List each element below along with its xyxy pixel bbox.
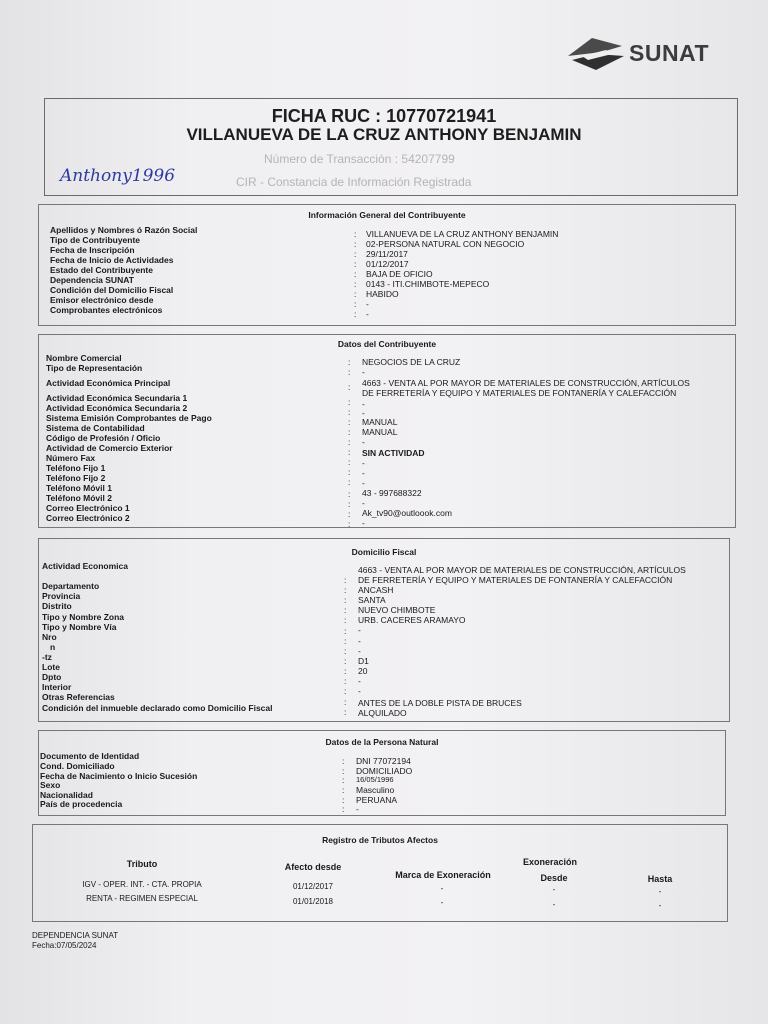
row-value: 16/05/1996 bbox=[356, 775, 394, 784]
section-title: Datos del Contribuyente bbox=[337, 339, 437, 349]
colon: : bbox=[344, 707, 347, 717]
colon: : bbox=[344, 585, 347, 595]
row-label: Lote bbox=[42, 662, 60, 672]
row-label: Nro bbox=[42, 632, 57, 642]
nro-value: - bbox=[358, 636, 361, 646]
row-label: Código de Profesión / Oficio bbox=[46, 433, 161, 443]
logo-text: SUNAT bbox=[629, 40, 710, 66]
correo-1-value: Ak_tv90@outloook.com bbox=[362, 508, 452, 518]
row-label: Otras Referencias bbox=[42, 692, 115, 702]
colon: : bbox=[342, 766, 345, 776]
colon: : bbox=[348, 457, 351, 467]
row-label: -tz bbox=[42, 652, 52, 662]
mz-value: D1 bbox=[358, 656, 369, 666]
actividad-line2: DE FERRETERÍA Y EQUIPO Y MATERIALES DE FONTANERÍA Y CALEFACCIÓN bbox=[358, 575, 673, 585]
row-value: HABIDO bbox=[366, 289, 399, 299]
nombre-comercial-value: NEGOCIOS DE LA CRUZ bbox=[362, 357, 461, 367]
row-label: Cond. Domiciliado bbox=[40, 761, 115, 771]
colon: : bbox=[354, 279, 357, 289]
colon: : bbox=[344, 626, 347, 636]
table-cell: - bbox=[440, 898, 444, 907]
table-cell: - bbox=[658, 887, 662, 896]
row-label: Documento de Identidad bbox=[40, 751, 140, 761]
fijo-2-value: - bbox=[362, 478, 365, 488]
row-label: Teléfono Móvil 1 bbox=[46, 483, 112, 493]
interior-value: - bbox=[358, 686, 361, 696]
section-title: Domicilio Fiscal bbox=[351, 547, 417, 557]
colon: : bbox=[354, 229, 357, 239]
col-header-marca: Marca de Exoneración bbox=[395, 870, 491, 880]
otras-referencias-value: ANTES DE LA DOBLE PISTA DE BRUCES bbox=[358, 698, 522, 708]
colon: : bbox=[354, 259, 357, 269]
zona-value: URB. CACERES ARAMAYO bbox=[358, 615, 466, 625]
colon: : bbox=[348, 447, 351, 457]
sunat-logo-icon bbox=[566, 34, 628, 74]
table-cell: - bbox=[440, 884, 444, 893]
colon: : bbox=[354, 249, 357, 259]
tipo-representacion-value: - bbox=[362, 367, 365, 377]
transaction-number: Número de Transacción : 54207799 bbox=[264, 152, 455, 166]
colon: : bbox=[342, 785, 345, 795]
footer-dependencia: DEPENDENCIA SUNAT bbox=[32, 931, 119, 940]
row-value: 0143 - ITI.CHIMBOTE-MEPECO bbox=[366, 279, 490, 289]
col-header-tributo: Tributo bbox=[126, 859, 158, 869]
section-title: Información General del Contribuyente bbox=[308, 210, 466, 220]
actividad-principal-line2: DE FERRETERÍA Y EQUIPO Y MATERIALES DE FONTANERÍA Y CALEFACCIÓN bbox=[362, 388, 677, 398]
row-label: Teléfono Fijo 1 bbox=[46, 463, 106, 473]
colon: : bbox=[344, 666, 347, 676]
row-label: Condición del inmueble declarado como Domicilio Fiscal bbox=[42, 703, 273, 713]
condicion-value: ALQUILADO bbox=[358, 708, 407, 718]
row-value: DNI 77072194 bbox=[356, 756, 411, 766]
comercio-exterior-value: SIN ACTIVIDAD bbox=[362, 448, 425, 458]
departamento-value: ANCASH bbox=[358, 585, 394, 595]
row-label: Actividad Económica Principal bbox=[46, 378, 171, 388]
colon: : bbox=[342, 756, 345, 766]
row-label: Actividad de Comercio Exterior bbox=[46, 443, 173, 453]
actividad-line1: 4663 - VENTA AL POR MAYOR DE MATERIALES DE CONSTRUCCIÓN, ARTÍCULOS bbox=[358, 565, 686, 575]
row-label: Sexo bbox=[40, 780, 61, 790]
col-header-hasta: Hasta bbox=[647, 874, 673, 884]
colon: : bbox=[344, 686, 347, 696]
row-value: DOMICILIADO bbox=[356, 766, 413, 776]
row-label: n bbox=[50, 642, 56, 652]
row-label: Dependencia SUNAT bbox=[50, 275, 134, 285]
row-label: Tipo de Representación bbox=[46, 363, 143, 373]
colon: : bbox=[348, 417, 351, 427]
colon: : bbox=[344, 605, 347, 615]
colon: : bbox=[342, 795, 345, 805]
row-value: 02-PERSONA NATURAL CON NEGOCIO bbox=[366, 239, 525, 249]
row-label: Correo Electrónico 1 bbox=[46, 503, 130, 513]
codigo-profesion-value: - bbox=[362, 437, 365, 447]
table-cell: 01/01/2018 bbox=[292, 897, 334, 906]
row-label: Número Fax bbox=[46, 453, 96, 463]
col-header-desde: Desde bbox=[540, 873, 568, 883]
row-label: Emisor electrónico desde bbox=[50, 295, 154, 305]
row-label: Fecha de Inscripción bbox=[50, 245, 135, 255]
row-label: Departamento bbox=[42, 581, 100, 591]
row-value: - bbox=[366, 299, 369, 309]
colon: : bbox=[348, 519, 351, 529]
row-label: Distrito bbox=[42, 601, 72, 611]
sistema-contabilidad-value: MANUAL bbox=[362, 427, 398, 437]
row-label: Sistema Emisión Comprobantes de Pago bbox=[46, 413, 212, 423]
colon: : bbox=[354, 269, 357, 279]
row-label: Interior bbox=[42, 682, 72, 692]
colon: : bbox=[354, 239, 357, 249]
row-value: 29/11/2017 bbox=[366, 249, 408, 259]
provincia-value: SANTA bbox=[358, 595, 386, 605]
row-label: Actividad Economica bbox=[42, 561, 128, 571]
colon: : bbox=[348, 477, 351, 487]
cir-subtitle: CIR - Constancia de Información Registrada bbox=[236, 175, 472, 189]
footer-fecha: Fecha:07/05/2024 bbox=[32, 941, 97, 950]
colon: : bbox=[344, 595, 347, 605]
col-header-exoneracion: Exoneración bbox=[522, 857, 578, 867]
colon: : bbox=[348, 382, 351, 392]
row-label: Comprobantes electrónicos bbox=[50, 305, 163, 315]
colon: : bbox=[348, 489, 351, 499]
row-value: BAJA DE OFICIO bbox=[366, 269, 433, 279]
colon: : bbox=[348, 357, 351, 367]
dpto-value: - bbox=[358, 676, 361, 686]
row-label: Teléfono Móvil 2 bbox=[46, 493, 112, 503]
section-title: Datos de la Persona Natural bbox=[325, 737, 439, 747]
row-label: Nacionalidad bbox=[40, 790, 93, 800]
colon: : bbox=[344, 676, 347, 686]
row-label: Condición del Domicilio Fiscal bbox=[50, 285, 174, 295]
table-cell: - bbox=[552, 885, 556, 894]
col-header-afecto: Afecto desde bbox=[284, 862, 342, 872]
row-label: Fecha de Inicio de Actividades bbox=[50, 255, 174, 265]
secundaria-2-value: - bbox=[362, 408, 365, 418]
colon: : bbox=[348, 467, 351, 477]
row-label: Tipo y Nombre Zona bbox=[42, 612, 125, 622]
row-label: Fecha de Nacimiento o Inicio Sucesión bbox=[40, 771, 198, 781]
movil-2-value: - bbox=[362, 498, 365, 508]
row-label: Teléfono Fijo 2 bbox=[46, 473, 106, 483]
table-cell: 01/12/2017 bbox=[292, 882, 334, 891]
ficha-ruc-title: FICHA RUC : 10770721941 bbox=[271, 106, 497, 126]
correo-2-value: - bbox=[362, 518, 365, 528]
sunat-logo bbox=[566, 34, 736, 74]
colon: : bbox=[342, 775, 345, 785]
table-cell: - bbox=[552, 900, 556, 909]
handwritten-note: Anthony1996 bbox=[60, 166, 176, 186]
row-value: 01/12/2017 bbox=[366, 259, 409, 269]
colon: : bbox=[344, 656, 347, 666]
colon: : bbox=[344, 575, 347, 585]
colon: : bbox=[348, 397, 351, 407]
colon: : bbox=[348, 407, 351, 417]
colon: : bbox=[348, 437, 351, 447]
row-label: Tipo de Contribuyente bbox=[50, 235, 141, 245]
row-value: - bbox=[366, 309, 369, 319]
row-label: País de procedencia bbox=[40, 799, 123, 809]
distrito-value: NUEVO CHIMBOTE bbox=[358, 605, 436, 615]
actividad-principal-line1: 4663 - VENTA AL POR MAYOR DE MATERIALES DE CONSTRUCCIÓN, ARTÍCULOS bbox=[362, 378, 690, 388]
lote-value: 20 bbox=[358, 666, 368, 676]
km-value: - bbox=[358, 646, 361, 656]
row-label: Estado del Contribuyente bbox=[50, 265, 153, 275]
colon: : bbox=[342, 804, 345, 814]
colon: : bbox=[344, 615, 347, 625]
colon: : bbox=[344, 646, 347, 656]
row-value: - bbox=[356, 804, 359, 814]
row-label: Nombre Comercial bbox=[46, 353, 122, 363]
row-label: Tipo y Nombre Vía bbox=[42, 622, 117, 632]
row-label: Actividad Económica Secundaria 1 bbox=[46, 393, 188, 403]
colon: : bbox=[348, 367, 351, 377]
colon: : bbox=[344, 697, 347, 707]
row-label: Apellidos y Nombres ó Razón Social bbox=[50, 225, 198, 235]
row-value: Masculino bbox=[356, 785, 395, 795]
fax-value: - bbox=[362, 458, 365, 468]
colon: : bbox=[348, 427, 351, 437]
row-label: Dpto bbox=[42, 672, 62, 682]
table-cell: - bbox=[658, 901, 662, 910]
row-value: PERUANA bbox=[356, 795, 398, 805]
row-value: VILLANUEVA DE LA CRUZ ANTHONY BENJAMIN bbox=[366, 229, 559, 239]
secundaria-1-value: - bbox=[362, 399, 365, 409]
fijo-1-value: - bbox=[362, 468, 365, 478]
colon: : bbox=[354, 299, 357, 309]
row-label: Correo Electrónico 2 bbox=[46, 513, 130, 523]
contribuyente-name: VILLANUEVA DE LA CRUZ ANTHONY BENJAMIN bbox=[186, 125, 582, 144]
row-label: Actividad Económica Secundaria 2 bbox=[46, 403, 188, 413]
row-label: Sistema de Contabilidad bbox=[46, 423, 145, 433]
colon: : bbox=[348, 499, 351, 509]
section-title: Registro de Tributos Afectos bbox=[322, 835, 438, 845]
movil-1-value: 43 - 997688322 bbox=[362, 488, 422, 498]
colon: : bbox=[348, 509, 351, 519]
table-cell: IGV - OPER. INT. - CTA. PROPIA bbox=[82, 880, 202, 889]
via-value: - bbox=[358, 625, 361, 635]
sistema-emision-value: MANUAL bbox=[362, 417, 398, 427]
table-cell: RENTA - REGIMEN ESPECIAL bbox=[86, 894, 198, 903]
colon: : bbox=[354, 289, 357, 299]
colon: : bbox=[354, 309, 357, 319]
row-label: Provincia bbox=[42, 591, 81, 601]
colon: : bbox=[344, 636, 347, 646]
